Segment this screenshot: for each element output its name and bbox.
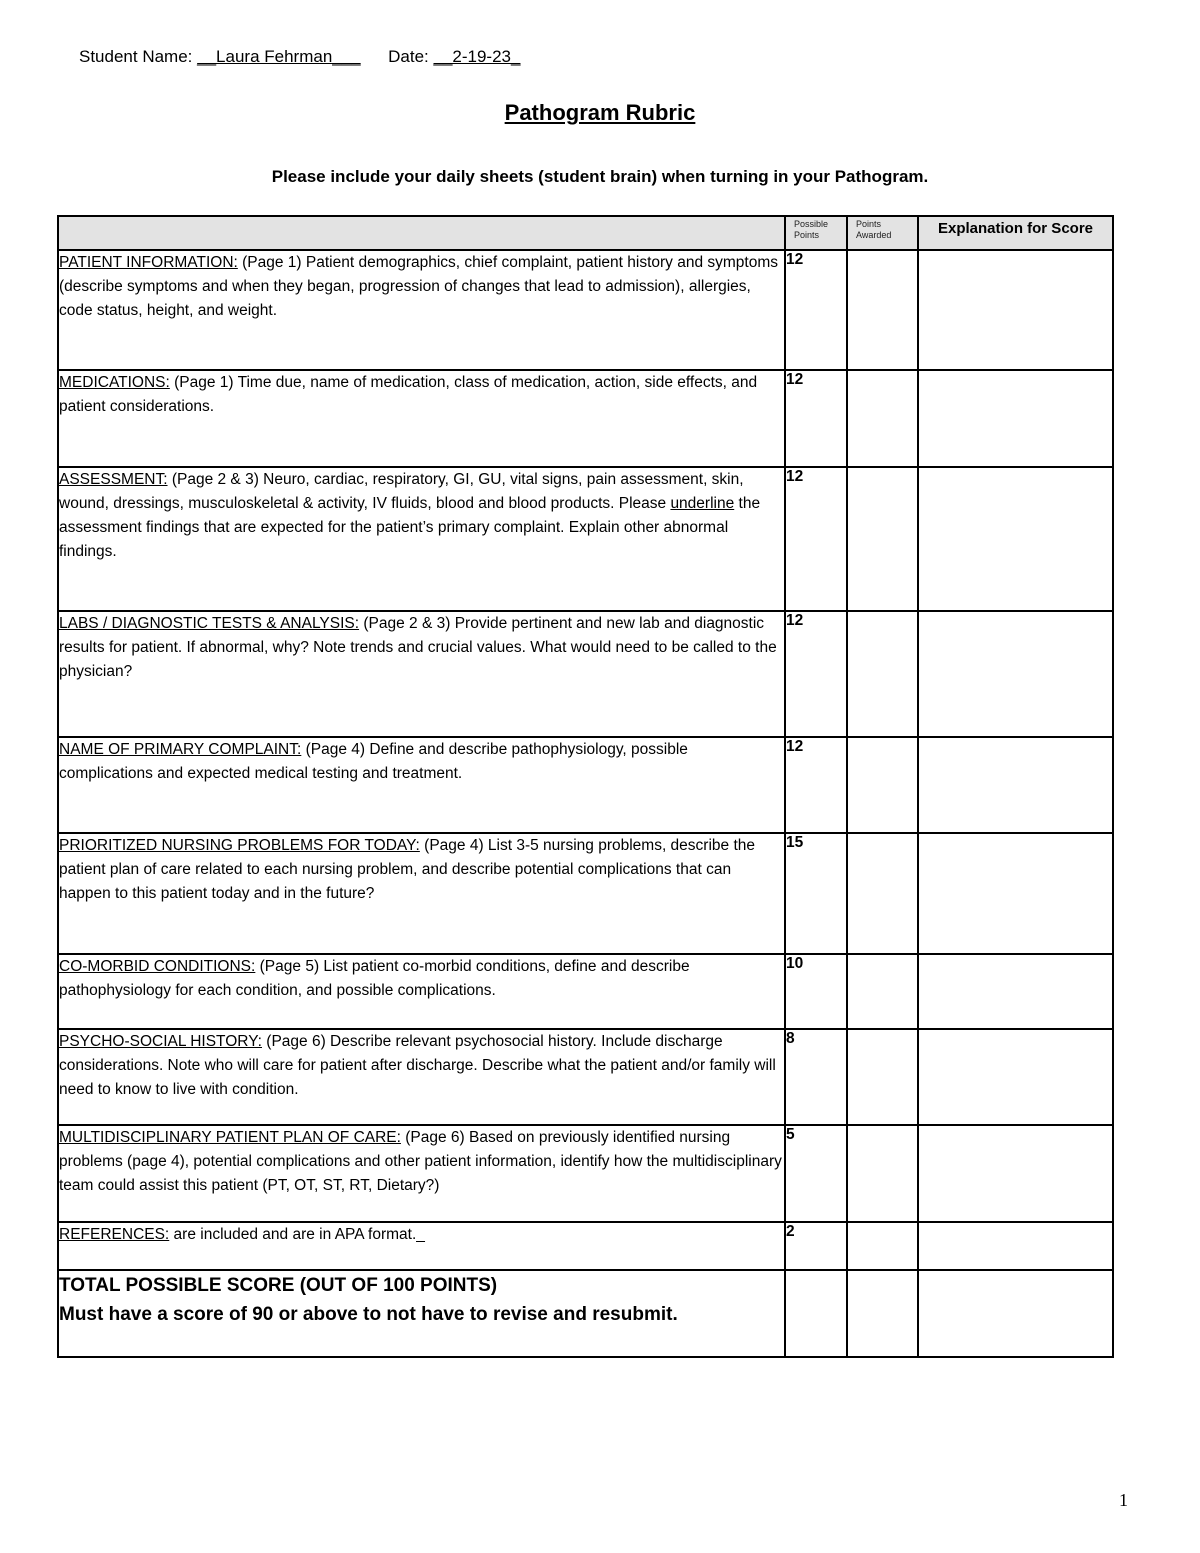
points-awarded-cell[interactable] (847, 833, 918, 954)
criterion-emphasis: underline (670, 495, 735, 512)
possible-points: 12 (785, 737, 847, 833)
instruction-text: Please include your daily sheets (student brain) when turning in your Pathogram. (271, 167, 929, 186)
explanation-cell[interactable] (918, 611, 1113, 737)
criterion-description (58, 954, 785, 1029)
page-title: Pathogram Rubric (504, 100, 696, 125)
possible-points: 12 (785, 611, 847, 737)
total-possible-score: TOTAL POSSIBLE SCORE (OUT OF 100 POINTS) (59, 1275, 498, 1296)
possible-points: 15 (785, 833, 847, 954)
criterion-text: (Page 1) Time due, name of medication, class of medication, action, side effects, and patient considerations. (59, 374, 758, 415)
points-awarded-cell[interactable] (847, 737, 918, 833)
criterion-text: (Page 2 & 3) Neuro, cardiac, respiratory, GI, GU, vital signs, pain assessment, skin, wound, dressings, musculoskeletal & activity, IV fluids, blood and blood products. Please (59, 471, 744, 512)
criterion-text: (Page 6) Based on previously identified nursing problems (page 4), potential complications and other patient information, identify how the multidisciplinary team could assist this patient (PT, OT, ST, RT, Dietary?) (59, 1129, 782, 1194)
table-header-row (58, 216, 1113, 250)
explanation-cell[interactable] (918, 737, 1113, 833)
points-awarded-cell[interactable] (847, 467, 918, 611)
date-label: Date: (388, 47, 429, 66)
points-awarded-cell[interactable] (847, 954, 918, 1029)
explanation-cell[interactable] (918, 370, 1113, 467)
criterion-text: (Page 2 & 3) Provide pertinent and new lab and diagnostic results for patient. If abnormal, why? Note trends and crucial values. What would need to be called to the physician? (59, 615, 777, 680)
criterion-title: ASSESSMENT: (59, 471, 168, 488)
total-row (58, 1270, 1113, 1357)
criterion-text: (Page 6) Describe relevant psychosocial history. Include discharge considerations. Note who will care for patient after discharge. Describe what the patient and/or family will need to know to live with condition. (59, 1033, 776, 1098)
possible-points: 12 (785, 370, 847, 467)
points-awarded-cell[interactable] (847, 1029, 918, 1125)
possible-points: 8 (785, 1029, 847, 1125)
rubric-table (57, 215, 1114, 1358)
possible-points: 5 (785, 1125, 847, 1222)
criterion-description (58, 370, 785, 467)
table-row (58, 1222, 1113, 1270)
points-awarded-cell[interactable] (847, 1125, 918, 1222)
criterion-text: (Page 1) Patient demographics, chief complaint, patient history and symptoms (describe symptoms and when they began, progression of changes that lead to admission), allergies, code status, height, and weight. (59, 254, 779, 319)
possible-points-header: Possible Points (785, 216, 847, 250)
explanation-cell[interactable] (918, 1029, 1113, 1125)
possible-points: 12 (785, 467, 847, 611)
explanation-header: Explanation for Score (918, 216, 1113, 250)
points-awarded-cell[interactable] (847, 370, 918, 467)
explanation-cell[interactable] (918, 1222, 1113, 1270)
criterion-description (58, 467, 785, 611)
criterion-title: PATIENT INFORMATION: (59, 254, 238, 271)
total-awarded-cell[interactable] (847, 1270, 918, 1357)
student-name-label: Student Name: (79, 47, 193, 66)
criterion-description (58, 611, 785, 737)
table-row (58, 370, 1113, 467)
table-row (58, 611, 1113, 737)
table-row (58, 1029, 1113, 1125)
criterion-description (58, 1029, 785, 1125)
description-header (58, 216, 785, 250)
points-awarded-header: Points Awarded (847, 216, 918, 250)
criterion-text: (Page 5) List patient co-morbid conditions, define and describe pathophysiology for each condition, and possible complications. (59, 958, 690, 999)
student-header (79, 47, 520, 67)
explanation-cell[interactable] (918, 467, 1113, 611)
criterion-title: PRIORITIZED NURSING PROBLEMS FOR TODAY: (59, 837, 420, 854)
table-row (58, 737, 1113, 833)
page-number: 1 (1119, 1490, 1128, 1510)
criterion-text: (Page 4) Define and describe pathophysiology, possible complications and expected medical testing and treatment. (59, 741, 688, 782)
table-row (58, 1125, 1113, 1222)
total-description (58, 1270, 785, 1357)
possible-points: 2 (785, 1222, 847, 1270)
total-explanation-cell[interactable] (918, 1270, 1113, 1357)
table-row (58, 467, 1113, 611)
criterion-title: REFERENCES: (59, 1226, 170, 1243)
possible-points: 12 (785, 250, 847, 370)
passing-requirement: Must have a score of 90 or above to not have to revise and resubmit. (59, 1304, 678, 1325)
criterion-description (58, 250, 785, 370)
explanation-cell[interactable] (918, 833, 1113, 954)
points-awarded-cell[interactable] (847, 1222, 918, 1270)
student-name-value[interactable]: __Laura Fehrman___ (197, 47, 361, 66)
date-value[interactable]: __2-19-23_ (433, 47, 521, 66)
points-awarded-cell[interactable] (847, 611, 918, 737)
explanation-cell[interactable] (918, 250, 1113, 370)
points-awarded-cell[interactable] (847, 250, 918, 370)
table-row (58, 833, 1113, 954)
explanation-cell[interactable] (918, 1125, 1113, 1222)
criterion-description (58, 1222, 785, 1270)
criterion-title: MEDICATIONS: (59, 374, 170, 391)
criterion-text: are included and are in APA format._ (169, 1226, 425, 1243)
table-row (58, 954, 1113, 1029)
criterion-description (58, 737, 785, 833)
criterion-text: (Page 4) List 3-5 nursing problems, describe the patient plan of care related to each nursing problem, and describe potential complications that can happen to this patient today and in the future? (59, 837, 756, 902)
table-row (58, 250, 1113, 370)
criterion-title: PSYCHO-SOCIAL HISTORY: (59, 1033, 262, 1050)
criterion-description (58, 833, 785, 954)
criterion-title: CO-MORBID CONDITIONS: (59, 958, 256, 975)
criterion-description (58, 1125, 785, 1222)
possible-points: 10 (785, 954, 847, 1029)
criterion-text-continued: the assessment findings that are expected for the patient’s primary complaint. Explain other abnormal findings. (59, 495, 761, 560)
criterion-title: NAME OF PRIMARY COMPLAINT: (59, 741, 302, 758)
criterion-title: MULTIDISCIPLINARY PATIENT PLAN OF CARE: (59, 1129, 401, 1146)
criterion-title: LABS / DIAGNOSTIC TESTS & ANALYSIS: (59, 615, 360, 632)
total-possible-cell (785, 1270, 847, 1357)
explanation-cell[interactable] (918, 954, 1113, 1029)
